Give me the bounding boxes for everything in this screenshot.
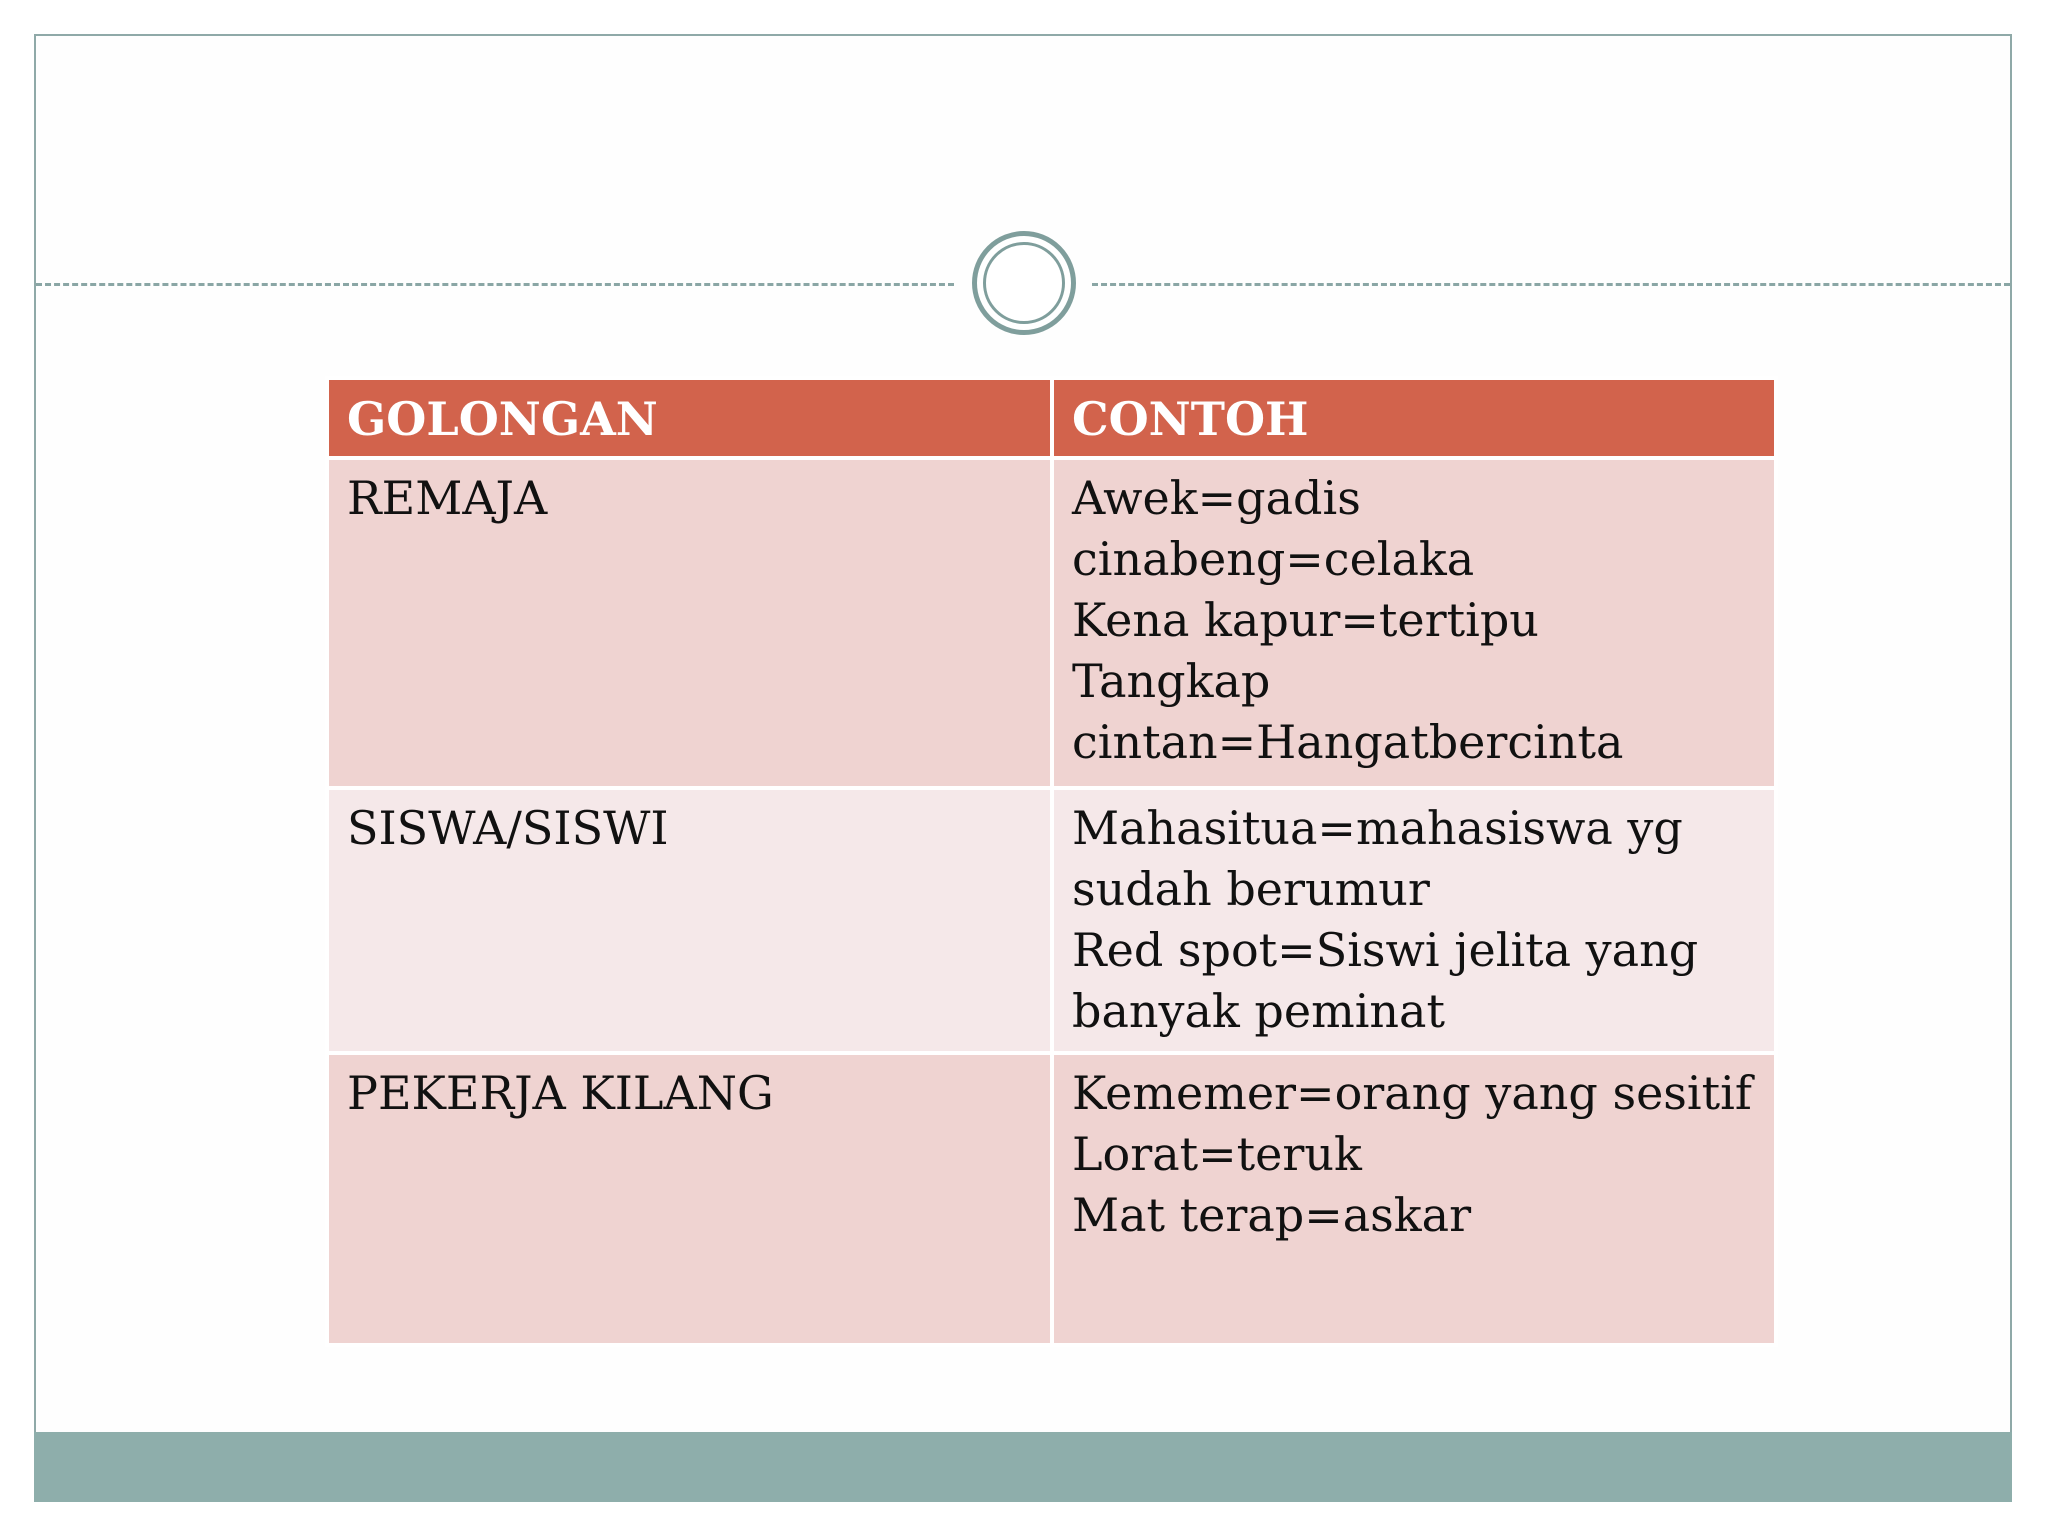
contoh-cell bbox=[1052, 1053, 1776, 1345]
golongan-cell: SISWA/SISWI bbox=[327, 788, 1052, 1053]
table-row bbox=[327, 788, 1776, 1053]
contoh-cell bbox=[1052, 458, 1776, 788]
data-table bbox=[325, 376, 1778, 1347]
contoh-line: Mat terap=askar bbox=[1072, 1188, 1472, 1242]
table-header-row bbox=[327, 378, 1776, 458]
footer-bar bbox=[34, 1432, 2012, 1502]
table-row bbox=[327, 1053, 1776, 1345]
circle-ornament-icon bbox=[972, 231, 1076, 335]
header-contoh: CONTOH bbox=[1052, 378, 1776, 458]
contoh-line: Red spot=Siswi jelita yang bbox=[1072, 923, 1699, 977]
contoh-line: Lorat=teruk bbox=[1072, 1127, 1362, 1181]
golongan-cell: PEKERJA KILANG bbox=[327, 1053, 1052, 1345]
contoh-line: Awek=gadis bbox=[1072, 471, 1361, 525]
golongan-cell: REMAJA bbox=[327, 458, 1052, 788]
contoh-line: Mahasitua=mahasiswa yg bbox=[1072, 801, 1683, 855]
contoh-line: banyak peminat bbox=[1072, 984, 1445, 1038]
contoh-line: cintan=Hangatbercinta bbox=[1072, 715, 1624, 769]
contoh-line: Kememer=orang yang sesitif bbox=[1072, 1066, 1752, 1120]
contoh-line: Kena kapur=tertipu bbox=[1072, 593, 1539, 647]
contoh-cell bbox=[1052, 788, 1776, 1053]
table-row bbox=[327, 458, 1776, 788]
contoh-line: cinabeng=celaka bbox=[1072, 532, 1475, 586]
contoh-line: Tangkap bbox=[1072, 654, 1271, 708]
dashed-divider-right bbox=[1092, 283, 2010, 286]
contoh-line: sudah berumur bbox=[1072, 862, 1430, 916]
header-golongan: GOLONGAN bbox=[327, 378, 1052, 458]
dashed-divider-left bbox=[36, 283, 954, 286]
